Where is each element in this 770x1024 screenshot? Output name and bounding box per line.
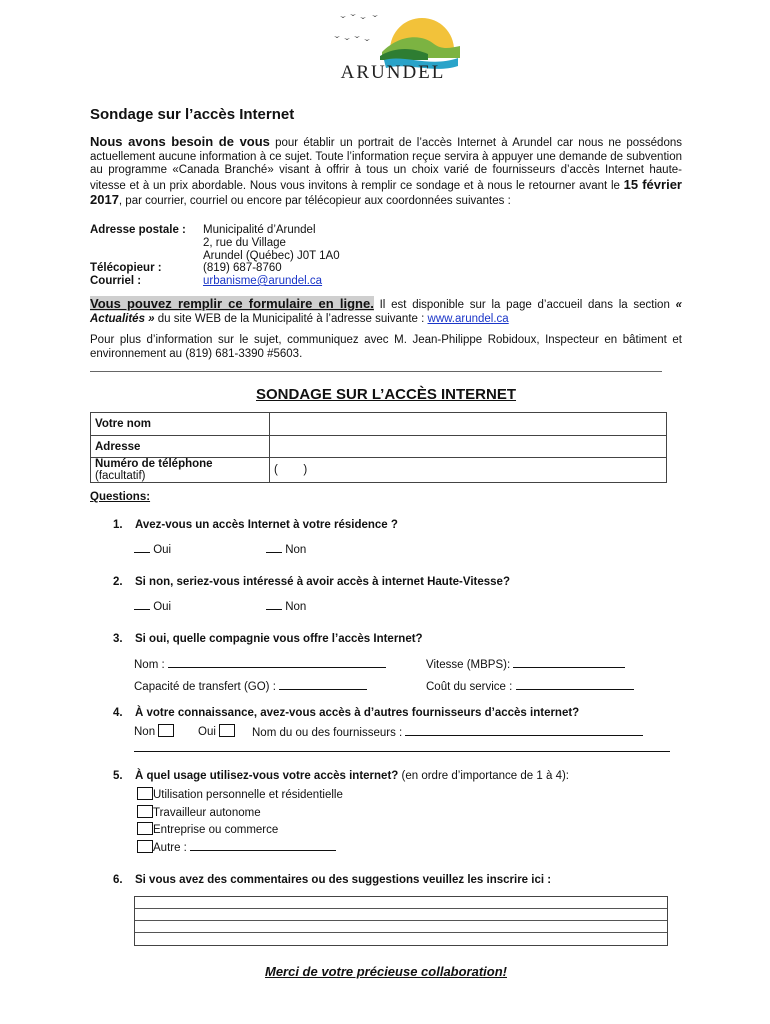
birds-icon xyxy=(334,14,378,41)
q3-cost-field[interactable] xyxy=(426,678,634,693)
table-row xyxy=(91,413,667,436)
q2-no-option[interactable] xyxy=(266,598,306,613)
answer-blank[interactable] xyxy=(134,541,150,553)
question-text: Si non, seriez-vous intéressé à avoir accès à internet Haute-Vitesse? xyxy=(135,576,510,588)
answer-blank[interactable] xyxy=(405,724,643,736)
q3-capacity-field[interactable] xyxy=(134,678,367,693)
option-label: Autre : xyxy=(153,842,187,854)
option-label: Non xyxy=(134,726,156,738)
survey-title: SONDAGE SUR L’ACCÈS INTERNET xyxy=(255,386,517,403)
logo-wordmark: ARUNDEL xyxy=(340,62,446,83)
email-label: Courriel : xyxy=(90,275,142,287)
q3-speed-field[interactable] xyxy=(426,656,625,671)
online-text-1: Il est disponible sur la page d’accueil dans la section xyxy=(373,299,676,311)
question-text: Avez-vous un accès Internet à votre résidence ? xyxy=(135,519,398,531)
address-label: Adresse xyxy=(91,436,270,458)
question-number: 1. xyxy=(113,519,123,531)
question-number: 4. xyxy=(113,707,123,719)
q2-yes-option[interactable] xyxy=(134,598,171,613)
postal-line: Municipalité d’Arundel xyxy=(203,224,316,236)
question-5 xyxy=(113,770,569,782)
questions-heading: Questions: xyxy=(90,491,151,503)
phone-placeholder: ( ) xyxy=(274,464,308,476)
online-text-2: du site WEB de la Municipalité à l’adresse suivante : xyxy=(154,312,428,325)
question-text: À votre connaissance, avez-vous accès à d’autres fournisseurs d’accès internet? xyxy=(135,707,580,719)
name-field[interactable] xyxy=(270,413,667,436)
online-highlight: Vous pouvez remplir ce formulaire en ligne. xyxy=(90,296,374,311)
option-label: Travailleur autonome xyxy=(153,807,261,819)
question-text: Si vous avez des commentaires ou des suggestions veuillez les inscrire ici : xyxy=(135,874,552,886)
question-number: 6. xyxy=(113,874,123,886)
answer-blank[interactable] xyxy=(279,678,367,690)
checkbox[interactable] xyxy=(137,822,153,835)
phone-field[interactable] xyxy=(270,458,667,483)
option-label: Oui xyxy=(153,601,172,613)
comment-line xyxy=(135,908,667,909)
name-label: Votre nom xyxy=(91,413,270,436)
question-number: 5. xyxy=(113,770,123,782)
separator-line xyxy=(90,371,662,372)
answer-blank[interactable] xyxy=(134,598,150,610)
thanks-message: Merci de votre précieuse collaboration! xyxy=(264,964,508,979)
q5-option-2[interactable] xyxy=(137,805,261,819)
option-label: Utilisation personnelle et résidentielle xyxy=(153,789,343,801)
q3-name-field[interactable] xyxy=(134,656,386,671)
option-label: Non xyxy=(285,544,307,556)
option-label: Oui xyxy=(198,726,216,738)
email-link[interactable]: urbanisme@arundel.ca xyxy=(203,275,323,287)
question-3 xyxy=(113,633,423,645)
question-1 xyxy=(113,519,398,531)
answer-blank[interactable] xyxy=(513,656,625,668)
field-label: Nom du ou des fournisseurs : xyxy=(252,727,403,739)
answer-line[interactable] xyxy=(134,751,670,752)
question-6 xyxy=(113,874,551,886)
question-text: À quel usage utilisez-vous votre accès internet? xyxy=(135,770,399,782)
answer-blank[interactable] xyxy=(190,839,336,851)
checkbox[interactable] xyxy=(158,724,174,737)
q4-providers-field[interactable] xyxy=(252,724,643,739)
field-label: Vitesse (MBPS): xyxy=(426,659,511,671)
question-text: Si oui, quelle compagnie vous offre l’accès Internet? xyxy=(135,633,423,645)
intro-lead: Nous avons besoin de vous xyxy=(90,134,270,149)
option-label: Oui xyxy=(153,544,172,556)
option-label: Entreprise ou commerce xyxy=(153,824,279,836)
address-field[interactable] xyxy=(270,436,667,458)
page-title: Sondage sur l’accès Internet xyxy=(90,106,295,123)
option-label: Non xyxy=(285,601,307,613)
answer-blank[interactable] xyxy=(266,598,282,610)
postal-label: Adresse postale : xyxy=(90,224,186,236)
q5-option-4[interactable] xyxy=(137,839,336,854)
checkbox[interactable] xyxy=(137,787,153,800)
field-label: Capacité de transfert (GO) : xyxy=(134,681,276,693)
phone-label-main: Numéro de téléphone xyxy=(95,458,213,470)
q5-option-3[interactable] xyxy=(137,822,278,836)
info-paragraph: Pour plus d’information sur le sujet, communiquez avec M. Jean-Philippe Robidoux, Inspecteur en bâtiment et environnement au (819) 681-3390 #5603. xyxy=(90,334,682,360)
question-number: 2. xyxy=(113,576,123,588)
answer-blank[interactable] xyxy=(516,678,634,690)
q4-yes-option[interactable] xyxy=(198,724,235,738)
comment-line xyxy=(135,932,667,933)
intro-text-2: , par courrier, courriel ou encore par télécopieur aux coordonnées suivantes : xyxy=(118,195,511,208)
q1-yes-option[interactable] xyxy=(134,541,171,556)
website-link[interactable]: www.arundel.ca xyxy=(427,312,509,325)
checkbox[interactable] xyxy=(137,840,153,853)
field-label: Nom : xyxy=(134,659,165,671)
question-4 xyxy=(113,707,579,719)
q1-no-option[interactable] xyxy=(266,541,306,556)
checkbox[interactable] xyxy=(219,724,235,737)
table-row xyxy=(91,436,667,458)
answer-blank[interactable] xyxy=(266,541,282,553)
online-section: « Actualités » xyxy=(90,299,682,325)
fax-number: (819) 687-8760 xyxy=(203,262,282,274)
answer-blank[interactable] xyxy=(168,656,386,668)
question-2 xyxy=(113,576,510,588)
postal-line: Arundel (Québec) J0T 1A0 xyxy=(203,250,340,262)
question-number: 3. xyxy=(113,633,123,645)
q4-no-option[interactable] xyxy=(134,724,174,738)
q5-option-1[interactable] xyxy=(137,787,343,801)
field-label: Coût du service : xyxy=(426,681,513,693)
intro-deadline: 15 février 2017 xyxy=(90,176,682,208)
phone-label-note: (facultatif) xyxy=(95,470,146,482)
identification-table xyxy=(90,412,667,483)
intro-text-1: pour établir un portrait de l’accès Internet à Arundel car nous ne possédons actuellement aucune information à ce sujet. Toute l’information reçue servira à appuyer une demande de subvention au programme «Canada Branché» visant à offrir à tous un choix varié de fournisseurs d’accès Internet haute-vitesse et à un prix abordable. Nous vous invitons à remplir ce sondage et à nous le retourner avant le xyxy=(90,137,682,192)
postal-line: 2, rue du Village xyxy=(203,237,286,249)
fax-label: Télécopieur : xyxy=(90,262,162,274)
online-paragraph xyxy=(90,297,682,326)
checkbox[interactable] xyxy=(137,805,153,818)
comment-line xyxy=(135,920,667,921)
question-note: (en ordre d’importance de 1 à 4): xyxy=(398,770,569,782)
comments-box[interactable] xyxy=(134,896,668,946)
table-row xyxy=(91,458,667,483)
phone-label xyxy=(91,458,270,483)
intro-paragraph xyxy=(90,135,682,209)
